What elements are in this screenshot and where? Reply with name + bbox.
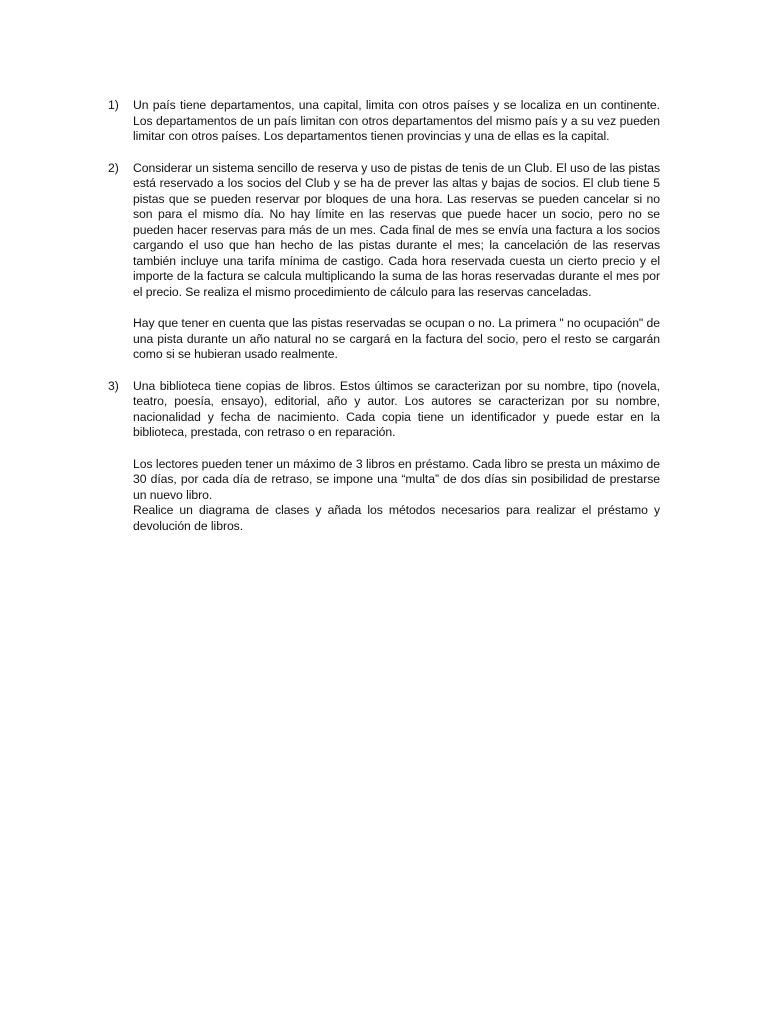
exercise-1-paragraph-1: Un país tiene departamentos, una capital, limita con otros países y se localiza en un continente. Los departamentos de un país limitan con otros departamentos del mismo país y a su vez pueden limitar con otros países. Los departamentos tienen provincias y una de ellas es la capital. — [133, 98, 660, 143]
exercise-2-paragraph-2: Hay que tener en cuenta que las pistas reservadas se ocupan o no. La primera " no ocupación" de una pista durante un año natural no se cargará en la factura del socio, pero el resto se cargarán como si se hubieran usado realmente. — [133, 316, 660, 361]
exercise-2 — [108, 161, 660, 363]
exercise-3-paragraph-1: Una biblioteca tiene copias de libros. Estos últimos se caracterizan por su nombre, tipo (novela, teatro, poesía, ensayo), editorial, año y autor. Los autores se caracterizan por su nombre, nacionalidad y fecha de nacimiento. Cada copia tiene un identificador y puede estar en la biblioteca, prestada, con retraso o en reparación. — [133, 378, 660, 439]
exercise-3 — [108, 379, 660, 535]
exercise-3-paragraph-3: Realice un diagrama de clases y añada los métodos necesarios para realizar el préstamo y devolución de libros. — [133, 503, 660, 533]
exercise-3-number: 3) — [108, 378, 119, 393]
exercise-1-number: 1) — [108, 98, 119, 112]
exercise-list — [108, 98, 660, 550]
exercise-2-number: 2) — [108, 160, 119, 175]
exercise-2-paragraph-1: Considerar un sistema sencillo de reserva y uso de pistas de tenis de un Club. El uso de las pistas está reservado a los socios del Club y se ha de prever las altas y bajas de socios. El club tiene 5 pistas que se pueden reservar por bloques de una hora. Las reservas se pueden cancelar si no son para el mismo día. No hay límite en las reservas que puede hacer un socio, pero no se pueden hacer reservas para más de un mes. Cada final de mes se envía una factura a los socios cargando el uso que han hecho de las pistas durante el mes; la cancelación de las reservas también incluye una tarifa mínima de castigo. Cada hora reservada cuesta un cierto precio y el importe de la factura se calcula multiplicando la suma de las horas reservadas durante el mes por el precio. Se realiza el mismo procedimiento de cálculo para las reservas canceladas. — [133, 160, 660, 299]
exercise-1 — [108, 98, 660, 145]
exercise-3-paragraph-2: Los lectores pueden tener un máximo de 3 libros en préstamo. Cada libro se presta un máximo de 30 días, por cada día de retraso, se impone una “multa” de dos días sin posibilidad de prestarse un nuevo libro. — [133, 456, 660, 502]
